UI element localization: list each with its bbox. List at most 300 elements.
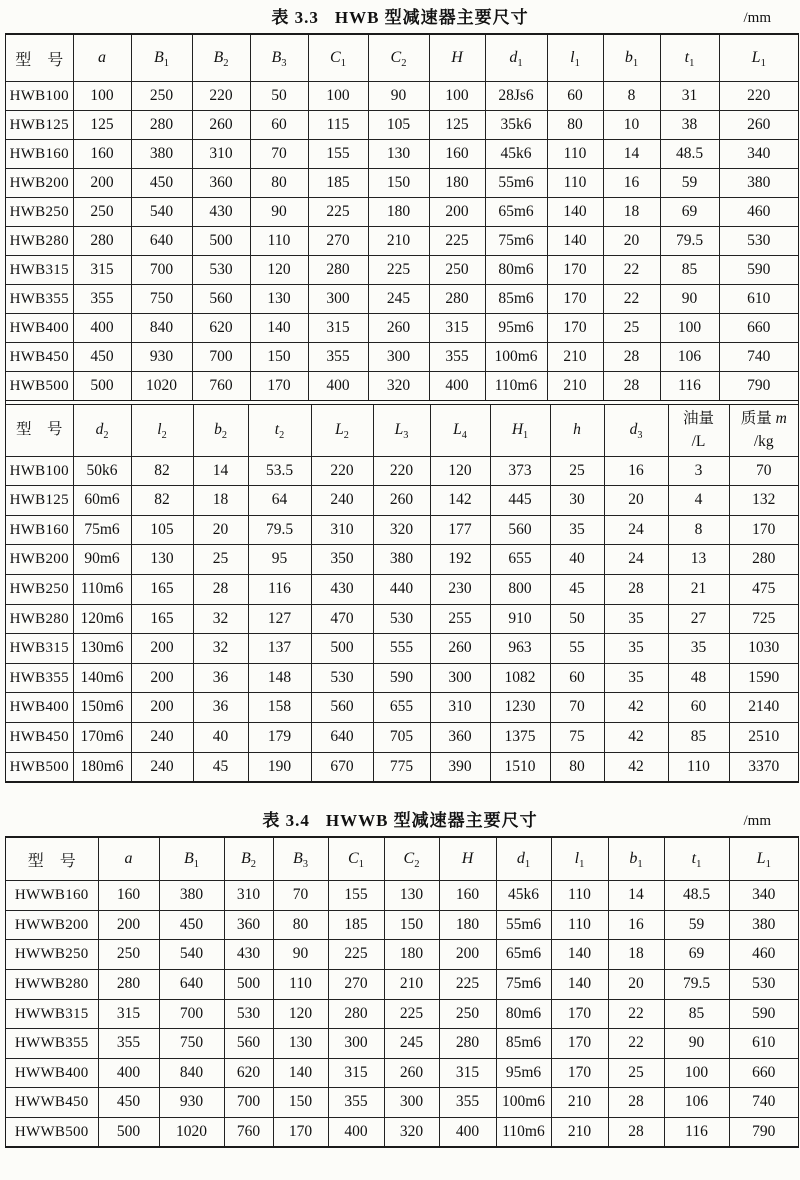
column-header: $t_1$ [660, 35, 719, 82]
model-cell: HWB450 [6, 722, 73, 752]
value-cell: 260 [373, 486, 430, 516]
value-cell: 65m6 [496, 940, 551, 970]
value-cell: 250 [439, 999, 496, 1029]
value-cell: 48 [668, 663, 729, 693]
value-cell: 95m6 [496, 1058, 551, 1088]
value-cell: 85 [660, 256, 719, 285]
table-row [6, 1058, 798, 1088]
value-cell: 230 [430, 574, 490, 604]
table-3-3-title: HWB 型减速器主要尺寸 [334, 8, 529, 27]
value-cell: 240 [311, 486, 373, 516]
value-cell: 155 [328, 881, 384, 911]
value-cell: 530 [373, 604, 430, 634]
value-cell: 560 [224, 1029, 273, 1059]
value-cell: 25 [550, 456, 604, 486]
value-cell: 165 [131, 604, 193, 634]
value-cell: 400 [308, 372, 368, 401]
column-header: $C_2$ [384, 838, 439, 881]
value-cell: 180 [368, 198, 429, 227]
value-cell: 28 [604, 574, 668, 604]
header-row [6, 405, 798, 457]
value-cell: 530 [719, 227, 798, 256]
value-cell: 310 [224, 881, 273, 911]
table-3-3-caption [5, 6, 795, 30]
value-cell: 300 [308, 285, 368, 314]
value-cell: 79.5 [248, 515, 311, 545]
value-cell: 130 [368, 140, 429, 169]
value-cell: 1510 [490, 752, 550, 781]
value-cell: 700 [224, 1088, 273, 1118]
model-cell: HWB315 [6, 634, 73, 664]
value-cell: 200 [131, 663, 193, 693]
value-cell: 390 [430, 752, 490, 781]
value-cell: 1230 [490, 693, 550, 723]
value-cell: 660 [729, 1058, 798, 1088]
value-cell: 255 [430, 604, 490, 634]
value-cell: 170 [551, 1058, 608, 1088]
value-cell: 250 [73, 198, 131, 227]
table-row [6, 604, 798, 634]
table-row [6, 752, 798, 781]
value-cell: 110 [250, 227, 308, 256]
value-cell: 80 [250, 169, 308, 198]
value-cell: 90 [368, 82, 429, 111]
value-cell: 22 [608, 1029, 664, 1059]
value-cell: 170 [250, 372, 308, 401]
value-cell: 670 [311, 752, 373, 781]
value-cell: 14 [193, 456, 248, 486]
value-cell: 655 [373, 693, 430, 723]
column-header: $d_3$ [604, 405, 668, 457]
value-cell: 60 [668, 693, 729, 723]
value-cell: 210 [368, 227, 429, 256]
value-cell: 760 [224, 1117, 273, 1146]
value-cell: 130m6 [73, 634, 131, 664]
table-3-4-caption [5, 809, 795, 833]
value-cell: 700 [131, 256, 192, 285]
value-cell: 35 [550, 515, 604, 545]
value-cell: 320 [368, 372, 429, 401]
model-cell: HWB100 [6, 456, 73, 486]
value-cell: 180 [439, 910, 496, 940]
value-cell: 930 [131, 343, 192, 372]
value-cell: 90 [664, 1029, 729, 1059]
value-cell: 185 [328, 910, 384, 940]
table-row [6, 111, 798, 140]
value-cell: 16 [603, 169, 660, 198]
column-header: 型 号 [6, 35, 73, 82]
value-cell: 14 [603, 140, 660, 169]
value-cell: 60 [550, 663, 604, 693]
value-cell: 150 [368, 169, 429, 198]
value-cell: 640 [159, 969, 224, 999]
value-cell: 500 [73, 372, 131, 401]
value-cell: 177 [430, 515, 490, 545]
value-cell: 48.5 [660, 140, 719, 169]
value-cell: 260 [719, 111, 798, 140]
value-cell: 190 [248, 752, 311, 781]
value-cell: 555 [373, 634, 430, 664]
column-header: $C_1$ [328, 838, 384, 881]
value-cell: 360 [430, 722, 490, 752]
value-cell: 315 [98, 999, 159, 1029]
value-cell: 95 [248, 545, 311, 575]
value-cell: 450 [131, 169, 192, 198]
value-cell: 100m6 [496, 1088, 551, 1118]
value-cell: 245 [368, 285, 429, 314]
model-cell: HWB315 [6, 256, 73, 285]
value-cell: 80 [273, 910, 328, 940]
value-cell: 315 [439, 1058, 496, 1088]
value-cell: 280 [98, 969, 159, 999]
value-cell: 700 [159, 999, 224, 1029]
value-cell: 400 [73, 314, 131, 343]
value-cell: 105 [131, 515, 193, 545]
value-cell: 430 [311, 574, 373, 604]
model-cell: HWB250 [6, 198, 73, 227]
table-row [6, 1088, 798, 1118]
value-cell: 430 [192, 198, 250, 227]
value-cell: 320 [384, 1117, 439, 1146]
value-cell: 65m6 [485, 198, 547, 227]
value-cell: 165 [131, 574, 193, 604]
value-cell: 840 [159, 1058, 224, 1088]
column-header: $L_1$ [719, 35, 798, 82]
value-cell: 22 [603, 256, 660, 285]
value-cell: 31 [660, 82, 719, 111]
column-header: $b_2$ [193, 405, 248, 457]
value-cell: 963 [490, 634, 550, 664]
value-cell: 225 [328, 940, 384, 970]
value-cell: 90m6 [73, 545, 131, 575]
model-cell: HWB100 [6, 82, 73, 111]
value-cell: 170 [551, 1029, 608, 1059]
value-cell: 20 [608, 969, 664, 999]
value-cell: 22 [608, 999, 664, 1029]
value-cell: 106 [664, 1088, 729, 1118]
table-row [6, 693, 798, 723]
value-cell: 400 [98, 1058, 159, 1088]
value-cell: 85m6 [485, 285, 547, 314]
value-cell: 560 [192, 285, 250, 314]
value-cell: 120 [250, 256, 308, 285]
table-row [6, 722, 798, 752]
value-cell: 445 [490, 486, 550, 516]
table-3-4-title: HWWB 型减速器主要尺寸 [325, 811, 538, 831]
value-cell: 280 [429, 285, 485, 314]
value-cell: 42 [604, 752, 668, 781]
value-cell: 55m6 [496, 910, 551, 940]
value-cell: 200 [439, 940, 496, 970]
column-header: $t_1$ [664, 838, 729, 881]
value-cell: 1020 [159, 1117, 224, 1146]
value-cell: 25 [193, 545, 248, 575]
value-cell: 100 [308, 82, 368, 111]
value-cell: 380 [719, 169, 798, 198]
value-cell: 80 [547, 111, 603, 140]
value-cell: 280 [308, 256, 368, 285]
value-cell: 200 [131, 634, 193, 664]
value-cell: 148 [248, 663, 311, 693]
value-cell: 540 [131, 198, 192, 227]
value-cell: 85m6 [496, 1029, 551, 1059]
value-cell: 240 [131, 722, 193, 752]
value-cell: 530 [311, 663, 373, 693]
value-cell: 69 [664, 940, 729, 970]
column-header: $L_3$ [373, 405, 430, 457]
value-cell: 500 [98, 1117, 159, 1146]
value-cell: 45k6 [496, 881, 551, 911]
value-cell: 3 [668, 456, 729, 486]
value-cell: 42 [604, 693, 668, 723]
value-cell: 75 [550, 722, 604, 752]
value-cell: 300 [384, 1088, 439, 1118]
table-row [6, 999, 798, 1029]
value-cell: 116 [248, 574, 311, 604]
value-cell: 610 [729, 1029, 798, 1059]
value-cell: 360 [224, 910, 273, 940]
value-cell: 610 [719, 285, 798, 314]
value-cell: 2140 [729, 693, 798, 723]
value-cell: 170 [547, 314, 603, 343]
value-cell: 80m6 [485, 256, 547, 285]
value-cell: 185 [308, 169, 368, 198]
value-cell: 192 [430, 545, 490, 575]
value-cell: 460 [719, 198, 798, 227]
value-cell: 155 [308, 140, 368, 169]
value-cell: 1590 [729, 663, 798, 693]
value-cell: 270 [308, 227, 368, 256]
value-cell: 280 [131, 111, 192, 140]
value-cell: 60 [547, 82, 603, 111]
value-cell: 150 [384, 910, 439, 940]
value-cell: 200 [131, 693, 193, 723]
value-cell: 20 [603, 227, 660, 256]
value-cell: 18 [193, 486, 248, 516]
value-cell: 475 [729, 574, 798, 604]
value-cell: 18 [608, 940, 664, 970]
value-cell: 450 [98, 1088, 159, 1118]
value-cell: 100m6 [485, 343, 547, 372]
value-cell: 310 [192, 140, 250, 169]
value-cell: 30 [550, 486, 604, 516]
value-cell: 85 [664, 999, 729, 1029]
table-row [6, 881, 798, 911]
value-cell: 1030 [729, 634, 798, 664]
value-cell: 45k6 [485, 140, 547, 169]
value-cell: 380 [131, 140, 192, 169]
value-cell: 28 [603, 372, 660, 401]
value-cell: 270 [328, 969, 384, 999]
value-cell: 24 [604, 515, 668, 545]
value-cell: 45 [193, 752, 248, 781]
table-row [6, 486, 798, 516]
value-cell: 590 [719, 256, 798, 285]
model-cell: HWB200 [6, 545, 73, 575]
value-cell: 125 [73, 111, 131, 140]
value-cell: 2510 [729, 722, 798, 752]
value-cell: 8 [668, 515, 729, 545]
value-cell: 170 [547, 256, 603, 285]
value-cell: 560 [490, 515, 550, 545]
value-cell: 59 [664, 910, 729, 940]
value-cell: 740 [719, 343, 798, 372]
model-cell: HWB160 [6, 515, 73, 545]
value-cell: 158 [248, 693, 311, 723]
value-cell: 140 [250, 314, 308, 343]
header-row [6, 35, 798, 82]
value-cell: 210 [551, 1088, 608, 1118]
value-cell: 70 [250, 140, 308, 169]
table-row [6, 940, 798, 970]
model-cell: HWWB200 [6, 910, 98, 940]
column-header: $C_1$ [308, 35, 368, 82]
value-cell: 14 [608, 881, 664, 911]
value-cell: 700 [192, 343, 250, 372]
column-header: $L_1$ [729, 838, 798, 881]
value-cell: 790 [719, 372, 798, 401]
value-cell: 150m6 [73, 693, 131, 723]
model-cell: HWB250 [6, 574, 73, 604]
column-header: $B_2$ [224, 838, 273, 881]
value-cell: 560 [311, 693, 373, 723]
value-cell: 315 [429, 314, 485, 343]
value-cell: 48.5 [664, 881, 729, 911]
value-cell: 315 [328, 1058, 384, 1088]
value-cell: 210 [551, 1117, 608, 1146]
value-cell: 210 [547, 372, 603, 401]
column-header: H [439, 838, 496, 881]
table-row [6, 256, 798, 285]
column-header: $C_2$ [368, 35, 429, 82]
value-cell: 120 [273, 999, 328, 1029]
value-cell: 10 [603, 111, 660, 140]
value-cell: 70 [550, 693, 604, 723]
value-cell: 110 [547, 169, 603, 198]
value-cell: 59 [660, 169, 719, 198]
value-cell: 106 [660, 343, 719, 372]
value-cell: 1020 [131, 372, 192, 401]
value-cell: 300 [430, 663, 490, 693]
model-cell: HWWB450 [6, 1088, 98, 1118]
table-3-3-section-1 [6, 35, 798, 400]
value-cell: 120m6 [73, 604, 131, 634]
value-cell: 775 [373, 752, 430, 781]
value-cell: 200 [98, 910, 159, 940]
table-3-3-section-2 [6, 405, 798, 782]
table-row [6, 969, 798, 999]
value-cell: 110 [547, 140, 603, 169]
table-row [6, 285, 798, 314]
value-cell: 590 [373, 663, 430, 693]
value-cell: 35 [604, 604, 668, 634]
model-cell: HWWB250 [6, 940, 98, 970]
value-cell: 80m6 [496, 999, 551, 1029]
value-cell: 310 [430, 693, 490, 723]
column-header: $l_1$ [551, 838, 608, 881]
value-cell: 340 [719, 140, 798, 169]
value-cell: 170 [547, 285, 603, 314]
value-cell: 140 [551, 940, 608, 970]
value-cell: 240 [131, 752, 193, 781]
value-cell: 40 [193, 722, 248, 752]
value-cell: 300 [328, 1029, 384, 1059]
value-cell: 430 [224, 940, 273, 970]
value-cell: 170 [729, 515, 798, 545]
value-cell: 28 [608, 1088, 664, 1118]
column-header: $B_1$ [131, 35, 192, 82]
model-cell: HWB200 [6, 169, 73, 198]
table-row [6, 1029, 798, 1059]
model-cell: HWWB315 [6, 999, 98, 1029]
table-row [6, 82, 798, 111]
model-cell: HWWB500 [6, 1117, 98, 1146]
value-cell: 20 [193, 515, 248, 545]
value-cell: 95m6 [485, 314, 547, 343]
value-cell: 35k6 [485, 111, 547, 140]
value-cell: 80 [550, 752, 604, 781]
value-cell: 460 [729, 940, 798, 970]
value-cell: 660 [719, 314, 798, 343]
value-cell: 55m6 [485, 169, 547, 198]
value-cell: 137 [248, 634, 311, 664]
value-cell: 315 [73, 256, 131, 285]
value-cell: 910 [490, 604, 550, 634]
value-cell: 220 [311, 456, 373, 486]
table-3-3-unit-label: /mm [743, 10, 771, 26]
column-header: $B_1$ [159, 838, 224, 881]
value-cell: 28 [603, 343, 660, 372]
value-cell: 260 [368, 314, 429, 343]
value-cell: 655 [490, 545, 550, 575]
value-cell: 225 [384, 999, 439, 1029]
column-header: $d_2$ [73, 405, 131, 457]
value-cell: 35 [668, 634, 729, 664]
value-cell: 22 [603, 285, 660, 314]
value-cell: 50 [550, 604, 604, 634]
model-cell: HWB125 [6, 486, 73, 516]
value-cell: 85 [668, 722, 729, 752]
column-header: $b_1$ [608, 838, 664, 881]
column-header: a [73, 35, 131, 82]
value-cell: 132 [729, 486, 798, 516]
value-cell: 75m6 [485, 227, 547, 256]
column-header: $l_1$ [547, 35, 603, 82]
model-cell: HWB355 [6, 663, 73, 693]
value-cell: 13 [668, 545, 729, 575]
table-row [6, 634, 798, 664]
value-cell: 315 [308, 314, 368, 343]
value-cell: 50k6 [73, 456, 131, 486]
value-cell: 530 [224, 999, 273, 1029]
model-cell: HWB400 [6, 314, 73, 343]
value-cell: 170m6 [73, 722, 131, 752]
value-cell: 55 [550, 634, 604, 664]
value-cell: 440 [373, 574, 430, 604]
column-header: $t_2$ [248, 405, 311, 457]
value-cell: 38 [660, 111, 719, 140]
value-cell: 116 [660, 372, 719, 401]
table-row [6, 663, 798, 693]
value-cell: 790 [729, 1117, 798, 1146]
column-header: $B_3$ [250, 35, 308, 82]
value-cell: 350 [311, 545, 373, 575]
value-cell: 400 [328, 1117, 384, 1146]
value-cell: 225 [429, 227, 485, 256]
value-cell: 150 [250, 343, 308, 372]
value-cell: 380 [373, 545, 430, 575]
column-header: $l_2$ [131, 405, 193, 457]
